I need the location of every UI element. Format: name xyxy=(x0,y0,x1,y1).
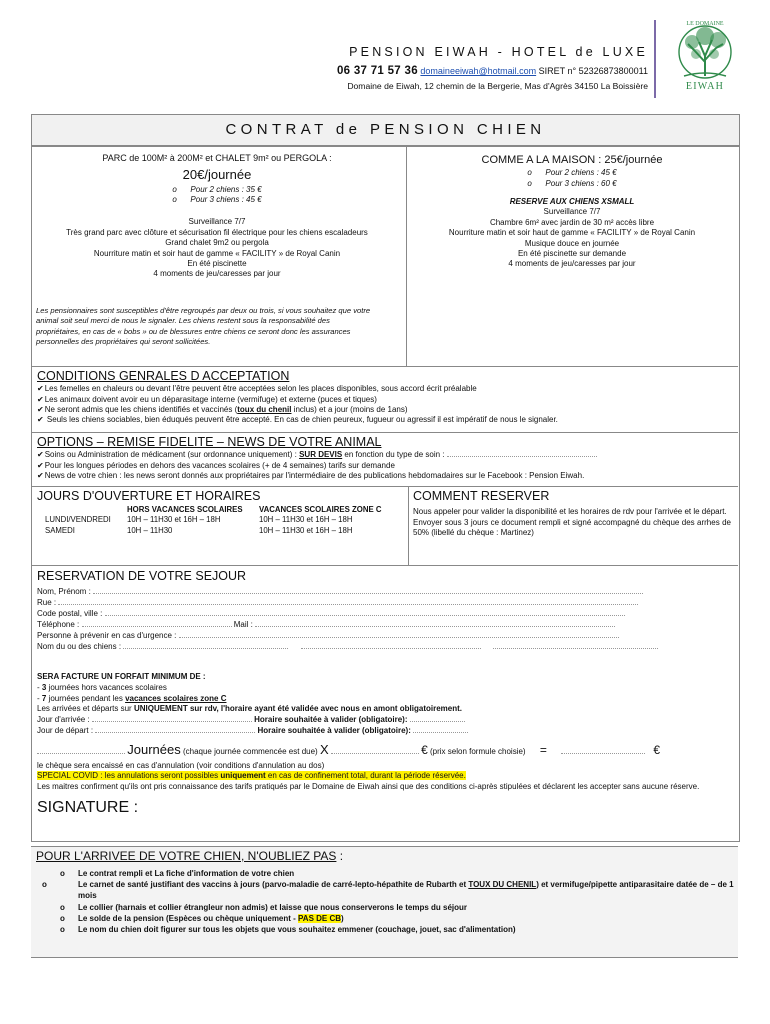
left-offer-note: Les pensionnaires sont susceptibles d'être regroupés par deux ou trois, si vous souhaitez que votre animal soit seul merci de nous le signaler. Les chiens restent sous la responsabilité des propriétaires, en cas de « bobs » ou de blessures entre chiens ce seront donc les assurances personnelles des propriétaires qui seront sollicitées. xyxy=(36,306,371,346)
left-line: Surveillance 7/7 xyxy=(188,217,246,227)
contract-title-box xyxy=(31,114,740,146)
left-offer-price: 20€/journée xyxy=(182,166,252,182)
right-offer-options xyxy=(527,168,616,189)
hours-col-header: VACANCES SCOLAIRES ZONE C xyxy=(259,505,382,515)
hours-divider xyxy=(408,487,409,565)
masters-note: Les maitres confirment qu'ils ont pris connaissance des tarifs pratiqués par le Domaine de Eiwah ainsi que des conditions ci-après stipulées et déclarent les accepter sans aucune réserve. xyxy=(37,781,700,791)
right-offer-subheading: RESERVE AUX CHIENS XSMALL xyxy=(509,197,635,207)
price-line xyxy=(37,742,737,759)
days-input[interactable] xyxy=(37,753,125,754)
svg-text:EIWAH: EIWAH xyxy=(685,81,725,92)
left-line: Très grand parc avec clôture et sécurisation fil électrique pour les chiens escaladeurs xyxy=(66,227,368,237)
postal-field[interactable]: Code postal, ville : xyxy=(37,608,737,619)
option-item: ✔ Soins ou Administration de médicament (sur ordonnance uniquement) : SUR DEVIS en fonction du type de soin : xyxy=(37,450,737,460)
reserve-text: Envoyer sous 3 jours ce document rempli et signé accompagné du chèque des arrhes de 50% (libellé du chèque : Martinez) xyxy=(413,517,731,538)
left-offer-heading: PARC de 100M² à 200M² et CHALET 9m² ou PERGOLA : xyxy=(102,153,332,163)
divider xyxy=(32,565,738,566)
divider xyxy=(32,366,738,367)
forfait-item: - 3 journées hors vacances scolaires xyxy=(37,682,167,692)
total-input[interactable] xyxy=(561,753,645,754)
reserve-text: Nous appeler pour valider la disponibilité et les horaires de rdv pour l'arrivée et le départ. xyxy=(413,507,727,517)
eiwah-logo xyxy=(666,18,744,94)
list-item: o Le collier (harnais et collier étrangleur non admis) et laisse que nous conserverons le temps du séjour xyxy=(60,902,736,913)
phone-number[interactable]: 06 37 71 57 36 xyxy=(336,65,418,77)
offer-divider xyxy=(406,147,407,366)
list-item: o Pour 2 chiens : 35 € xyxy=(172,185,261,195)
forfait-section xyxy=(37,672,737,737)
right-line: Chambre 6m² avec jardin de 30 m² accès libre xyxy=(489,217,655,227)
siret: SIRET n° 52326873800011 xyxy=(538,66,648,76)
cheque-note: le chèque sera encaissé en cas d'annulation (voir conditions d'annulation au dos) xyxy=(37,761,325,770)
list-item: o Le contrat rempli et La fiche d'information de votre chien xyxy=(60,868,736,879)
option-item: ✔ Pour les longues périodes en dehors des vacances scolaires (+ de 4 semaines) tarifs sur demande xyxy=(37,461,737,471)
left-line: Nourriture matin et soir haut de gamme « FACILITY » de Royal Canin xyxy=(93,248,341,258)
right-offer xyxy=(410,153,734,270)
condition-item: ✔ Les animaux doivent avoir eu un déparasitage interne (vermifuge) et externe (puces et tiques) xyxy=(37,395,737,405)
left-offer xyxy=(34,153,400,280)
hours-title: JOURS D'OUVERTURE ET HORAIRES xyxy=(37,489,261,503)
forfait-title: SERA FACTURE UN FORFAIT MINIMUM DE : xyxy=(37,672,206,681)
condition-item: ✔ Les femelles en chaleurs ou devant l'être peuvent être acceptées selon les places disponibles, sous accord écrit préalable xyxy=(37,384,737,394)
hotel-title: PENSION EIWAH - HOTEL de LUXE xyxy=(349,45,648,59)
option-item: ✔ News de votre chien : les news seront donnés aux propriétaires par l'intermédiaire de des publications hebdomadaires sur le Facebook : Pension Eiwah. xyxy=(37,471,737,481)
right-offer-heading: COMME A LA MAISON : 25€/journée xyxy=(481,154,663,166)
contact-line xyxy=(250,64,648,79)
conditions-section xyxy=(37,368,737,426)
times-sign: X xyxy=(319,742,329,757)
divider xyxy=(32,432,738,433)
table-row: SAMEDI 10H – 11H30 10H – 11H30 et 16H – 18H xyxy=(45,525,353,535)
divider xyxy=(32,486,738,487)
left-line: En été piscinette xyxy=(187,258,247,268)
arrival-field[interactable]: Jour d'arrivée : Horaire souhaitée à valider (obligatoire): xyxy=(37,715,737,726)
reserve-title: COMMENT RESERVER xyxy=(413,489,550,503)
address: Domaine de Eiwah, 12 chemin de la Bergerie, Mas d'Agrès 34150 La Boissière xyxy=(347,81,648,91)
journees-note: (chaque journée commencée est due) xyxy=(182,747,318,756)
list-item: o Le solde de la pension (Espèces ou chèque uniquement - PAS DE CB) xyxy=(60,913,736,924)
euro-sign: € xyxy=(653,743,660,757)
prix-note: (prix selon formule choisie) xyxy=(430,747,526,756)
signature-label: SIGNATURE : xyxy=(37,799,139,817)
table-row: LUNDI/VENDREDI 10H – 11H30 et 16H – 18H 10H – 11H30 et 16H – 18H xyxy=(45,515,353,525)
right-line: 4 moments de jeu/caresses par jour xyxy=(508,259,636,269)
depart-field[interactable]: Jour de départ : Horaire souhaitée à valider (obligatoire): xyxy=(37,726,737,737)
condition-item: ✔ Seuls les chiens sociables, bien éduqués peuvent être accepté. En cas de chien peureux, fugueur ou agressif il est impératif de nous le signaler. xyxy=(37,415,737,425)
options-section xyxy=(37,434,737,481)
arrivals-note: Les arrivées et départs sur UNIQUEMENT sur rdv, l'horaire ayant été validée avec nous en amont obligatoirement. xyxy=(37,704,462,714)
right-line: En été piscinette sur demande xyxy=(517,249,627,259)
list-item: o Pour 2 chiens : 45 € xyxy=(527,168,616,178)
name-field[interactable]: Nom, Prénom : xyxy=(37,586,737,597)
hours-table xyxy=(37,505,385,535)
equals-sign: = xyxy=(539,743,547,757)
conditions-title: CONDITIONS GENRALES D ACCEPTATION xyxy=(37,369,290,383)
hours-section xyxy=(37,488,403,536)
contact-field[interactable]: Personne à prévenir en cas d'urgence : xyxy=(37,630,737,641)
list-item: o Pour 3 chiens : 60 € xyxy=(527,179,616,189)
reservation-section xyxy=(37,568,737,653)
left-offer-options xyxy=(172,185,261,206)
reserve-section xyxy=(413,488,731,538)
list-item: o Le carnet de santé justifiant des vaccins à jours (parvo-maladie de carré-lepto-hépathite de Rubarth et TOUX DU CHENIL) et vermifuge/pipette antiparasitaire datée de – de 1 mois xyxy=(60,879,736,902)
right-line: Musique douce en journée xyxy=(524,238,620,248)
right-line: Nourriture matin et soir haut de gamme « FACILITY » de Royal Canin xyxy=(448,228,696,238)
tree-logo-icon xyxy=(666,18,744,94)
list-item: o Le nom du chien doit figurer sur tous les objets que vous souhaitez emmener (couchage, jouet, sac d'alimentation) xyxy=(60,924,736,935)
dogs-field[interactable]: Nom du ou des chiens : xyxy=(37,641,737,652)
street-field[interactable]: Rue : xyxy=(37,597,737,608)
journees-label: Journées xyxy=(127,742,181,757)
covid-note: SPECIAL COVID : les annulations seront possibles uniquement en cas de confinement total, durant la période réservée. xyxy=(37,771,466,781)
svg-text:LE DOMAINE: LE DOMAINE xyxy=(686,21,724,27)
euro-sign: € xyxy=(421,743,428,757)
soin-input[interactable] xyxy=(447,456,597,457)
left-line: 4 moments de jeu/caresses par jour xyxy=(153,269,281,279)
condition-item: ✔ Ne seront admis que les chiens identifiés et vaccinés (toux du chenil inclus) et a jour (moins de 1ans) xyxy=(37,405,737,415)
contract-title: CONTRAT de PENSION CHIEN xyxy=(225,121,546,138)
terms-section xyxy=(37,761,737,819)
arrival-list xyxy=(36,868,736,936)
list-item: o Pour 3 chiens : 45 € xyxy=(172,195,261,205)
arrival-section xyxy=(36,849,736,936)
options-title: OPTIONS – REMISE FIDELITE – NEWS DE VOTRE ANIMAL xyxy=(37,435,382,449)
reservation-title: RESERVATION DE VOTRE SEJOUR xyxy=(37,569,247,583)
forfait-item: - 7 journées pendant les vacances scolaires zone C xyxy=(37,693,227,703)
hours-col-header: HORS VACANCES SCOLAIRES xyxy=(127,505,243,515)
right-line: Surveillance 7/7 xyxy=(543,207,601,217)
phone-field[interactable]: Téléphone : Mail : xyxy=(37,619,737,630)
email-link[interactable]: domaineeiwah@hotmail.com xyxy=(420,66,537,76)
mail-field[interactable]: Mail : xyxy=(233,620,253,630)
price-input[interactable] xyxy=(331,753,419,754)
arrival-title: POUR L'ARRIVEE DE VOTRE CHIEN, N'OUBLIEZ PAS : xyxy=(36,849,344,863)
left-line: Grand chalet 9m2 ou pergola xyxy=(165,238,269,248)
header-divider xyxy=(654,20,656,98)
